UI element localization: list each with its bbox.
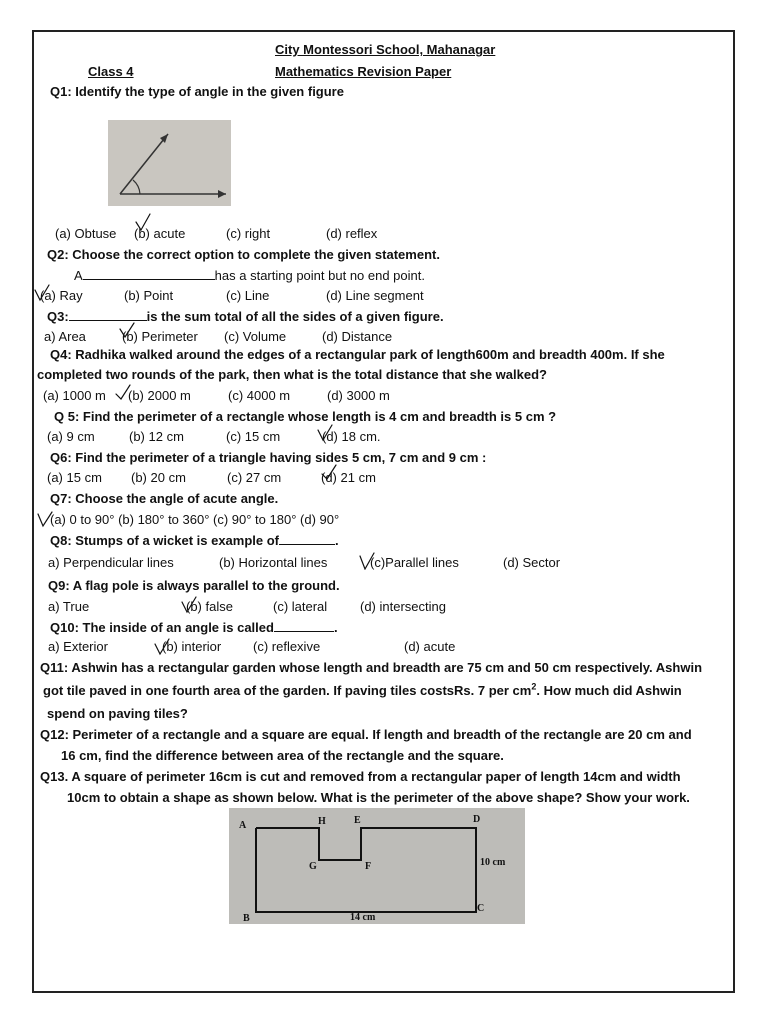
q2-statement-end: has a starting point but no end point. (214, 268, 425, 283)
q11-line2-end: . How much did Ashwin (536, 683, 682, 698)
q4-option-b: (b) 2000 m (128, 388, 191, 403)
q10-option-d: (d) acute (404, 639, 456, 654)
q13-line1: Q13. A square of perimeter 16cm is cut and removed from a rectangular paper of length 14cm and width (40, 769, 681, 784)
q8-option-a: a) Perpendicular lines (48, 555, 174, 570)
q6-option-d: (d) 21 cm (321, 470, 376, 485)
fig-label-g: G (309, 861, 317, 872)
q7-options: (a) 0 to 90° (b) 180° to 360° (c) 90° to 180° (d) 90° (50, 512, 340, 527)
q10-option-c: (c) reflexive (253, 639, 321, 654)
q4-question-line1: Q4: Radhika walked around the edges of a rectangular park of length600m and breadth 400m. If she (50, 347, 665, 362)
q2-statement (74, 267, 425, 284)
q5-option-d: (d) 18 cm. (322, 429, 381, 444)
fig-label-c: C (477, 903, 485, 914)
q5-option-b: (b) 12 cm (129, 429, 184, 444)
q10-text: Q10: The inside of an angle is called (50, 620, 274, 635)
fig-label-d: D (473, 814, 481, 825)
q7-question: Q7: Choose the angle of acute angle. (50, 491, 279, 506)
fig-label-f: F (365, 861, 372, 872)
fig-label-h: H (318, 816, 326, 827)
q3-text: is the sum total of all the sides of a given figure. (146, 309, 444, 324)
q5-question: Q 5: Find the perimeter of a rectangle whose length is 4 cm and breadth is 5 cm ? (54, 409, 557, 424)
q4-question-line2: completed two rounds of the park, then what is the total distance that she walked? (37, 367, 547, 382)
q2-option-b: (b) Point (124, 288, 174, 303)
q11-line1: Q11: Ashwin has a rectangular garden whose length and breadth are 75 cm and 50 cm respectively. Ashwin (40, 660, 703, 675)
q3-label: Q3: (47, 309, 69, 324)
acute-angle-diagram (108, 120, 231, 206)
q4-option-a: (a) 1000 m (43, 388, 106, 403)
q1-option-c: (c) right (226, 226, 271, 241)
fig-label-b: B (243, 913, 250, 924)
q3-option-c: (c) Volume (224, 329, 287, 344)
q1-question: Q1: Identify the type of angle in the given figure (50, 84, 344, 99)
fig-length-label: 14 cm (350, 912, 376, 923)
q8-option-c: (c)Parallel lines (370, 555, 459, 570)
q10-question: Q10: The inside of an angle is called . (50, 620, 338, 635)
class-label: Class 4 (88, 64, 134, 79)
q6-option-c: (c) 27 cm (227, 470, 282, 485)
q5-option-c: (c) 15 cm (226, 429, 281, 444)
q4-option-d: (d) 3000 m (327, 388, 390, 403)
q6-option-b: (b) 20 cm (131, 470, 186, 485)
q2-option-c: (c) Line (226, 288, 270, 303)
fig-label-e: E (354, 815, 361, 826)
school-name: City Montessori School, Mahanagar (275, 42, 496, 57)
q4-option-c: (c) 4000 m (228, 388, 291, 403)
q3-blank (69, 308, 147, 321)
q10-option-b: (b) interior (162, 639, 222, 654)
q6-question: Q6: Find the perimeter of a triangle having sides 5 cm, 7 cm and 9 cm : (50, 450, 487, 465)
q1-option-d: (d) reflex (326, 226, 378, 241)
q2-question: Q2: Choose the correct option to complete the given statement. (47, 247, 440, 262)
q3-option-a: a) Area (44, 329, 86, 344)
q13-line2: 10cm to obtain a shape as shown below. What is the perimeter of the above shape? Show your work. (67, 790, 690, 805)
q10-blank (274, 619, 334, 632)
q12-line2: 16 cm, find the difference between area of the rectangle and the square. (61, 748, 504, 763)
q9-option-c: (c) lateral (273, 599, 328, 614)
q2-statement-start: A (74, 268, 83, 283)
q11-line3: spend on paving tiles? (47, 706, 188, 721)
notched-rectangle-diagram (229, 808, 525, 924)
q2-option-d: (d) Line segment (326, 288, 424, 303)
shape-figure (229, 808, 525, 924)
q1-option-b: (b) acute (134, 226, 186, 241)
q11-line2 (43, 683, 682, 699)
q3-question (47, 308, 444, 325)
fig-label-a: A (239, 820, 247, 831)
q9-option-a: a) True (48, 599, 90, 614)
q9-question: Q9: A flag pole is always parallel to the ground. (48, 578, 340, 593)
q2-option-a: (a) Ray (40, 288, 83, 303)
q1-option-a: (a) Obtuse (55, 226, 117, 241)
fig-width-label: 10 cm (480, 857, 506, 868)
q8-blank (279, 532, 335, 545)
paper-title: Mathematics Revision Paper (275, 64, 452, 79)
q10-option-a: a) Exterior (48, 639, 108, 654)
q9-option-d: (d) intersecting (360, 599, 446, 614)
q8-option-b: (b) Horizontal lines (219, 555, 328, 570)
q11-line2-text: got tile paved in one fourth area of the garden. If paving tiles costsRs. 7 per cm (43, 683, 532, 698)
q3-option-d: (d) Distance (322, 329, 393, 344)
q11-superscript: 2 (531, 681, 537, 692)
q5-option-a: (a) 9 cm (47, 429, 95, 444)
q12-line1: Q12: Perimeter of a rectangle and a square are equal. If length and breadth of the rectangle are 20 cm and (40, 727, 692, 742)
q6-option-a: (a) 15 cm (47, 470, 102, 485)
q9-option-b: (b) false (186, 599, 233, 614)
q3-option-b: (b) Perimeter (122, 329, 198, 344)
angle-figure (108, 120, 231, 206)
q8-text: Q8: Stumps of a wicket is example of (50, 533, 280, 548)
q2-blank (83, 267, 215, 280)
q8-option-d: (d) Sector (503, 555, 561, 570)
q8-question: Q8: Stumps of a wicket is example of . (50, 533, 339, 548)
